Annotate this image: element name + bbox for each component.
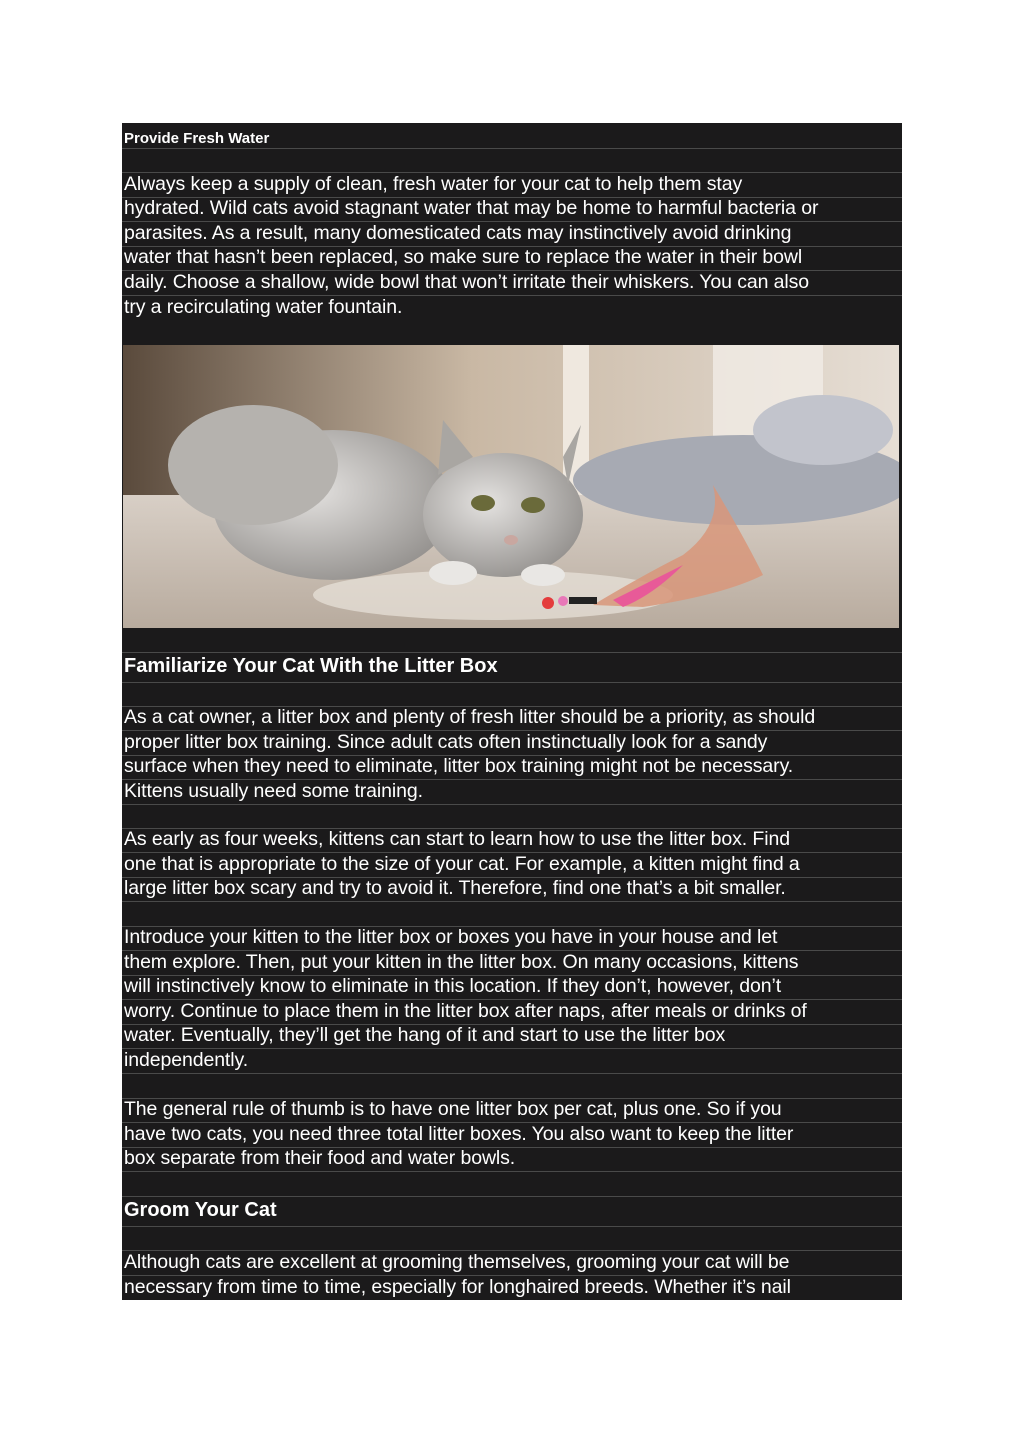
spacer-row <box>122 1227 902 1251</box>
spacer-row <box>122 628 902 653</box>
paragraph-line: daily. Choose a shallow, wide bowl that won’t irritate their whiskers. You can also <box>122 271 902 296</box>
paragraph-line: have two cats, you need three total litter boxes. You also want to keep the litter <box>122 1123 902 1148</box>
paragraph-line: surface when they need to eliminate, litter box training might not be necessary. <box>122 756 902 780</box>
paragraph-line: Kittens usually need some training. <box>122 780 902 805</box>
water-heading-text: Provide Fresh Water <box>124 130 270 147</box>
cat-illustration <box>123 345 899 628</box>
spacer-row <box>122 902 902 927</box>
spacer-row <box>122 1074 902 1099</box>
paragraph-line: worry. Continue to place them in the litter box after naps, after meals or drinks of <box>122 1000 902 1025</box>
paragraph-line: The general rule of thumb is to have one litter box per cat, plus one. So if you <box>122 1099 902 1123</box>
groom-heading <box>122 1197 902 1227</box>
paragraph-line: proper litter box training. Since adult cats often instinctually look for a sandy <box>122 731 902 756</box>
litter-heading-text: Familiarize Your Cat With the Litter Box <box>124 655 498 677</box>
litter-heading <box>122 653 902 683</box>
paragraph-line: try a recirculating water fountain. <box>124 296 403 318</box>
paragraph-line: As early as four weeks, kittens can start to learn how to use the litter box. Find <box>122 829 902 853</box>
spacer-row <box>122 805 902 829</box>
spacer-row <box>122 683 902 707</box>
paragraph-line: parasites. As a result, many domesticated cats may instinctively avoid drinking <box>122 222 902 247</box>
paragraph-line: water that hasn’t been replaced, so make sure to replace the water in their bowl <box>122 247 902 271</box>
document-body <box>122 123 902 1300</box>
paragraph-line: necessary from time to time, especially for longhaired breeds. Whether it’s nail <box>124 1276 791 1298</box>
paragraph-line: independently. <box>122 1049 902 1074</box>
paragraph-line: Although cats are excellent at grooming themselves, grooming your cat will be <box>122 1251 902 1276</box>
cat-photo <box>123 345 899 628</box>
paragraph-line: Always keep a supply of clean, fresh water for your cat to help them stay <box>122 173 902 198</box>
groom-heading-text: Groom Your Cat <box>124 1199 277 1221</box>
paragraph-line: large litter box scary and try to avoid it. Therefore, find one that’s a bit smaller. <box>122 878 902 902</box>
paragraph-line: them explore. Then, put your kitten in the litter box. On many occasions, kittens <box>122 951 902 976</box>
spacer-row <box>122 149 902 173</box>
paragraph-line: Introduce your kitten to the litter box or boxes you have in your house and let <box>122 927 902 951</box>
paragraph-line: one that is appropriate to the size of your cat. For example, a kitten might find a <box>122 853 902 878</box>
water-heading <box>122 123 902 149</box>
paragraph-line: hydrated. Wild cats avoid stagnant water that may be home to harmful bacteria or <box>122 198 902 222</box>
paragraph-line: box separate from their food and water bowls. <box>122 1148 902 1172</box>
spacer-row <box>122 1172 902 1197</box>
paragraph-line: water. Eventually, they’ll get the hang of it and start to use the litter box <box>122 1025 902 1049</box>
paragraph-line: As a cat owner, a litter box and plenty of fresh litter should be a priority, as should <box>122 707 902 731</box>
paragraph-line: will instinctively know to eliminate in this location. If they don’t, however, don’t <box>122 976 902 1000</box>
